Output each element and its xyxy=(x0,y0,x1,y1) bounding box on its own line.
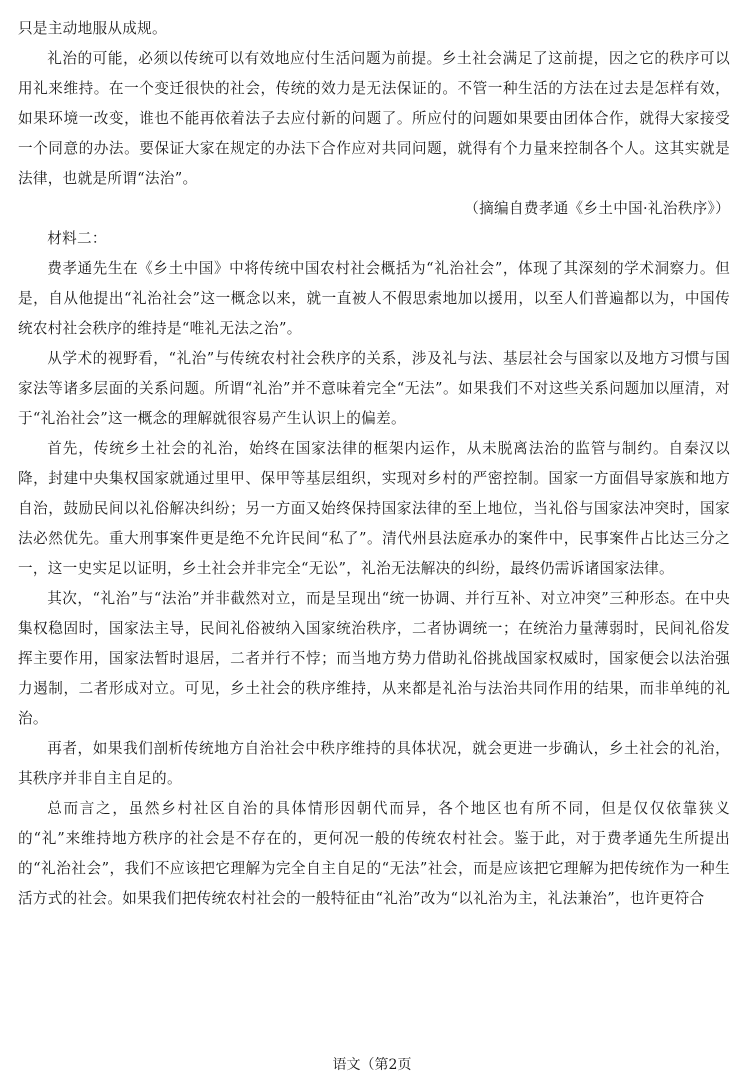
paragraph: 总而言之，虽然乡村社区自治的具体情形因朝代而异，各个地区也有所不同，但是仅仅依靠狭义的“礼”来维持地方秩序的社会是不存在的，更何况一般的传统农村社会。鉴于此，对于费孝通先生所提出的“礼治社会”，我们不应该把它理解为完全自主自足的“无法”社会，而是应该把它理解为把传统作为一种生活方式的社会。如果我们把传统农村社会的一般特征由“礼治”改为“以礼治为主，礼法兼治”，也许更符合 xyxy=(18,800,730,907)
paragraph: 首先，传统乡土社会的礼治，始终在国家法律的框架内运作，从未脱离法治的监管与制约。自秦汉以降，封建中央集权国家就通过里甲、保甲等基层组织，实现对乡村的严密控制。国家一方面倡导家族和地方自治，鼓励民间以礼俗解决纠纷；另一方面又始终保持国家法律的至上地位，当礼俗与国家法冲突时，国家法必然优先。重大刑事案件更是绝不允许民间“私了”。清代州县法庭承办的案件中，民事案件占比达三分之一，这一史实足以证明，乡土社会并非完全“无讼”，礼治无法解决的纠纷，最终仍需诉诸国家法律。 xyxy=(18,440,730,577)
paragraph: 从学术的视野看，“礼治”与传统农村社会秩序的关系，涉及礼与法、基层社会与国家以及地方习惯与国家法等诸多层面的关系问题。所谓“礼治”并不意味着完全“无法”。如果我们不对这些关系问题加以厘清，对于“礼治社会”这一概念的理解就很容易产生认识上的偏差。 xyxy=(18,350,730,427)
material-heading: 材料二： xyxy=(47,230,107,247)
paragraph-rule-of-rites: 礼治的可能，必须以传统可以有效地应付生活问题为前提。乡土社会满足了这前提，因之它的秩序可以用礼来维持。在一个变迁很快的社会，传统的效力是无法保证的。不管一种生活的方法在过去是怎样有效，如果环境一改变，谁也不能再依着法子去应付新的问题了。所应付的问题如果要由团体合作，就得大家接受一个同意的办法。要保证大家在规定的办法下合作应对共同问题，就得有个力量来控制各个人。这其实就是法律，也就是所谓“法治”。 xyxy=(18,50,730,187)
paragraph: 再者，如果我们剖析传统地方自治社会中秩序维持的具体状况，就会更进一步确认，乡土社会的礼治，其秩序并非自主自足的。 xyxy=(18,740,730,787)
paragraph-continuation: 只是主动地服从成规。 xyxy=(18,20,167,37)
document-body xyxy=(18,14,730,914)
source-citation: （摘编自费孝通《乡土中国·礼治秩序》） xyxy=(464,200,730,217)
paragraph: 费孝通先生在《乡土中国》中将传统中国农村社会概括为“礼治社会”，体现了其深刻的学术洞察力。但是，自从他提出“礼治社会”这一概念以来，就一直被人不假思索地加以援用，以至人们普遍都以为，中国传统农村社会秩序的维持是“唯礼无法之治”。 xyxy=(18,260,730,337)
paragraph: 其次，“礼治”与“法治”并非截然对立，而是呈现出“统一协调、并行互补、对立冲突”三种形态。在中央集权稳固时，国家法主导，民间礼俗被纳入国家统治秩序，二者协调统一；在统治力量薄弱时，民间礼俗发挥主要作用，国家法暂时退居，二者并行不悖；而当地方势力借助礼俗挑战国家权威时，国家便会以法治强力遏制，二者形成对立。可见，乡土社会的秩序维持，从来都是礼治与法治共同作用的结果，而非单纯的礼治。 xyxy=(18,590,730,727)
page-footer: 语文（第2页 xyxy=(332,1057,412,1073)
